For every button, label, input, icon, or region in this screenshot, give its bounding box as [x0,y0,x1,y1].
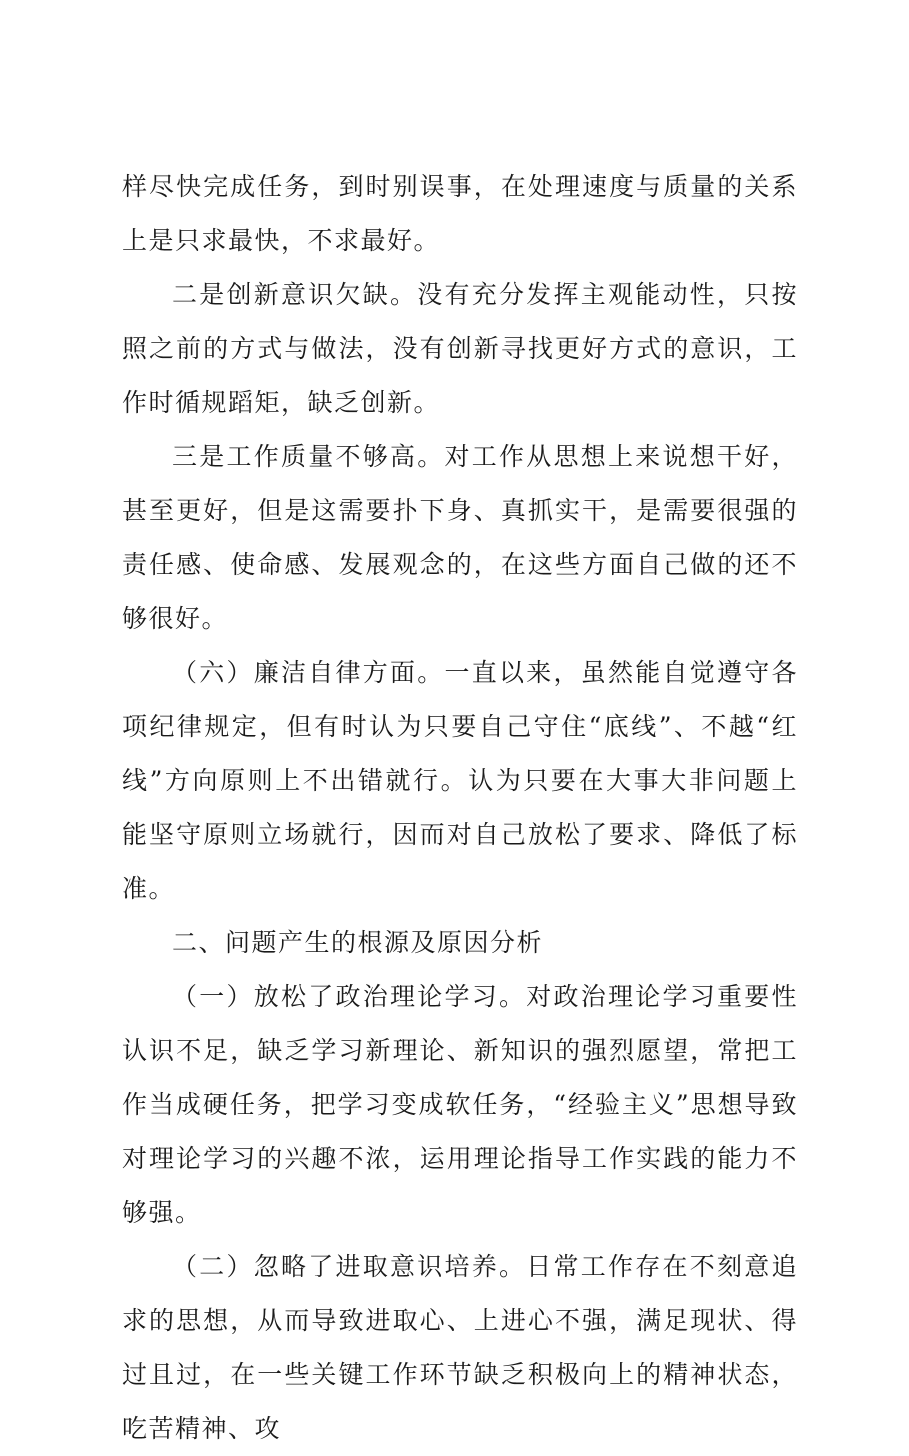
paragraph-enterprising-spirit: （二）忽略了进取意识培养。日常工作存在不刻意追求的思想，从而导致进取心、上进心不强，满足现状、得过且过，在一些关键工作环节缺乏积极向上的精神状态，吃苦精神、攻 [122,1252,798,1443]
paragraph-political-study: （一）放松了政治理论学习。对政治理论学习重要性认识不足，缺乏学习新理论、新知识的强烈愿望，常把工作当成硬任务，把学习变成软任务，“经验主义”思想导致对理论学习的兴趣不浓，运用理论指导工作实践的能力不够强。 [122,982,798,1227]
section-heading-root-causes: 二、问题产生的根源及原因分析 [172,928,544,957]
paragraph-innovation: 二是创新意识欠缺。没有充分发挥主观能动性，只按照之前的方式与做法，没有创新寻找更好方式的意识，工作时循规蹈矩，缺乏创新。 [122,280,798,417]
paragraph-work-quality: 三是工作质量不够高。对工作从思想上来说想干好，甚至更好，但是这需要扑下身、真抓实干，是需要很强的责任感、使命感、发展观念的，在这些方面自己做的还不够很好。 [122,442,798,633]
paragraph-continuation: 样尽快完成任务，到时别误事，在处理速度与质量的关系上是只求最快，不求最好。 [122,172,798,255]
document-body [122,160,798,1456]
paragraph-integrity: （六）廉洁自律方面。一直以来，虽然能自觉遵守各项纪律规定，但有时认为只要自己守住“底线”、不越“红线”方向原则上不出错就行。认为只要在大事大非问题上能坚守原则立场就行，因而对自己放松了要求、降低了标准。 [122,658,798,903]
